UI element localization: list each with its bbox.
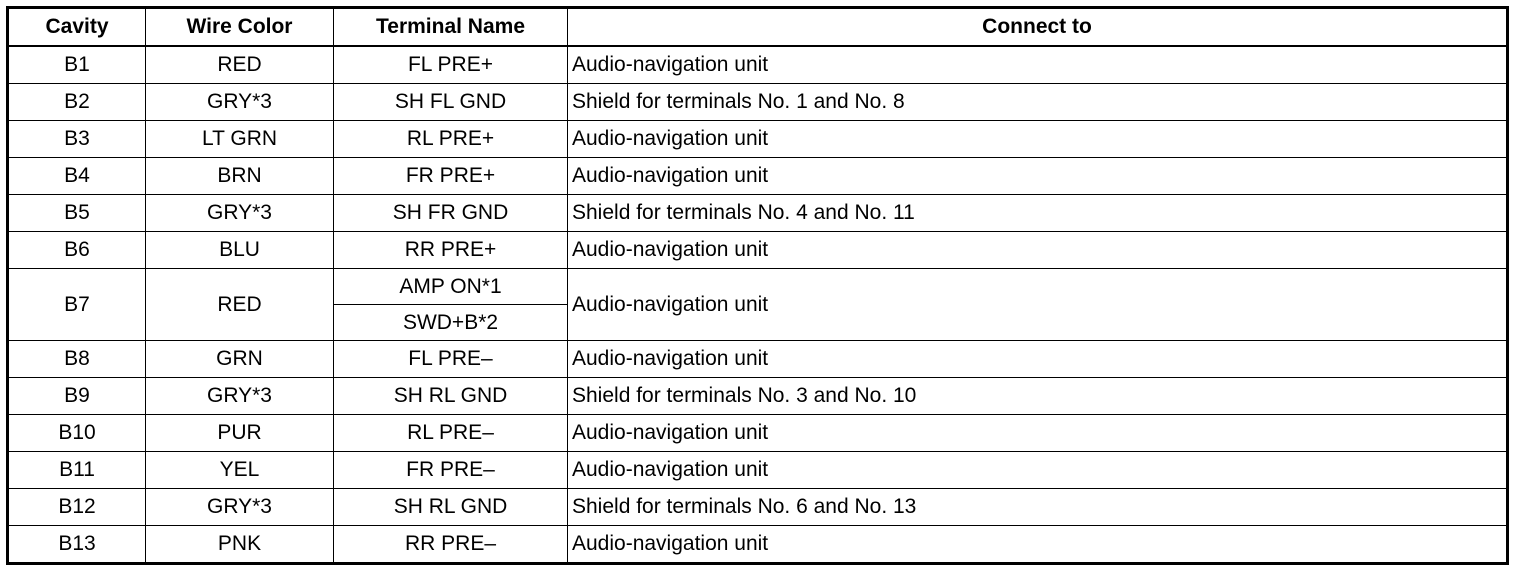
terminal-name-cell: RR PRE+ — [334, 232, 568, 269]
table-row — [8, 84, 1508, 121]
table-row — [8, 341, 1508, 378]
terminal-name-cell: SH RL GND — [334, 378, 568, 415]
wire-color-cell: YEL — [146, 452, 334, 489]
wire-color-cell: GRN — [146, 341, 334, 378]
wire-color-cell: GRY*3 — [146, 195, 334, 232]
cavity-cell: B3 — [8, 121, 146, 158]
terminal-name-cell: RL PRE+ — [334, 121, 568, 158]
table-row — [8, 415, 1508, 452]
terminal-name-cell: FR PRE– — [334, 452, 568, 489]
connect-to-cell: Shield for terminals No. 6 and No. 13 — [568, 489, 1508, 526]
wire-color-cell: BLU — [146, 232, 334, 269]
terminal-name-cell: SH FL GND — [334, 84, 568, 121]
connect-to-cell: Shield for terminals No. 4 and No. 11 — [568, 195, 1508, 232]
wire-color-cell: RED — [146, 46, 334, 84]
table-row — [8, 121, 1508, 158]
connect-to-cell: Audio-navigation unit — [568, 526, 1508, 564]
wire-color-cell: PNK — [146, 526, 334, 564]
cavity-cell: B10 — [8, 415, 146, 452]
connect-to-cell: Audio-navigation unit — [568, 232, 1508, 269]
connect-to-cell: Audio-navigation unit — [568, 269, 1508, 341]
cavity-cell: B1 — [8, 46, 146, 84]
terminal-name-cell: SWD+B*2 — [334, 305, 568, 341]
cavity-cell: B2 — [8, 84, 146, 121]
terminal-name-cell: FR PRE+ — [334, 158, 568, 195]
header-wire-color: Wire Color — [146, 8, 334, 47]
terminal-name-cell: SH FR GND — [334, 195, 568, 232]
header-row — [8, 8, 1508, 47]
connect-to-cell: Shield for terminals No. 1 and No. 8 — [568, 84, 1508, 121]
connect-to-cell: Audio-navigation unit — [568, 415, 1508, 452]
connect-to-cell: Audio-navigation unit — [568, 158, 1508, 195]
terminal-name-cell: FL PRE– — [334, 341, 568, 378]
cavity-cell: B8 — [8, 341, 146, 378]
terminal-name-cell: RR PRE– — [334, 526, 568, 564]
cavity-cell: B11 — [8, 452, 146, 489]
terminal-name-cell: RL PRE– — [334, 415, 568, 452]
wire-color-cell: BRN — [146, 158, 334, 195]
connector-pinout-table — [6, 6, 1509, 565]
connect-to-cell: Shield for terminals No. 3 and No. 10 — [568, 378, 1508, 415]
table-row — [8, 452, 1508, 489]
header-cavity: Cavity — [8, 8, 146, 47]
table-row — [8, 158, 1508, 195]
table-row — [8, 489, 1508, 526]
cavity-cell: B13 — [8, 526, 146, 564]
table-row — [8, 526, 1508, 564]
header-terminal-name: Terminal Name — [334, 8, 568, 47]
cavity-cell: B5 — [8, 195, 146, 232]
terminal-name-cell: FL PRE+ — [334, 46, 568, 84]
wire-color-cell: GRY*3 — [146, 378, 334, 415]
terminal-name-cell: SH RL GND — [334, 489, 568, 526]
connect-to-cell: Audio-navigation unit — [568, 121, 1508, 158]
cavity-cell: B6 — [8, 232, 146, 269]
connector-table-container — [6, 6, 1509, 565]
terminal-name-cell: AMP ON*1 — [334, 269, 568, 305]
wire-color-cell: GRY*3 — [146, 84, 334, 121]
connect-to-cell: Audio-navigation unit — [568, 46, 1508, 84]
connect-to-cell: Audio-navigation unit — [568, 452, 1508, 489]
connect-to-cell: Audio-navigation unit — [568, 341, 1508, 378]
wire-color-cell: PUR — [146, 415, 334, 452]
table-row — [8, 195, 1508, 232]
wire-color-cell: GRY*3 — [146, 489, 334, 526]
cavity-cell: B9 — [8, 378, 146, 415]
table-row — [8, 232, 1508, 269]
cavity-cell: B12 — [8, 489, 146, 526]
table-row — [8, 46, 1508, 84]
table-row — [8, 269, 1508, 305]
wire-color-cell: RED — [146, 269, 334, 341]
cavity-cell: B4 — [8, 158, 146, 195]
cavity-cell: B7 — [8, 269, 146, 341]
table-row — [8, 378, 1508, 415]
wire-color-cell: LT GRN — [146, 121, 334, 158]
header-connect-to: Connect to — [568, 8, 1508, 47]
